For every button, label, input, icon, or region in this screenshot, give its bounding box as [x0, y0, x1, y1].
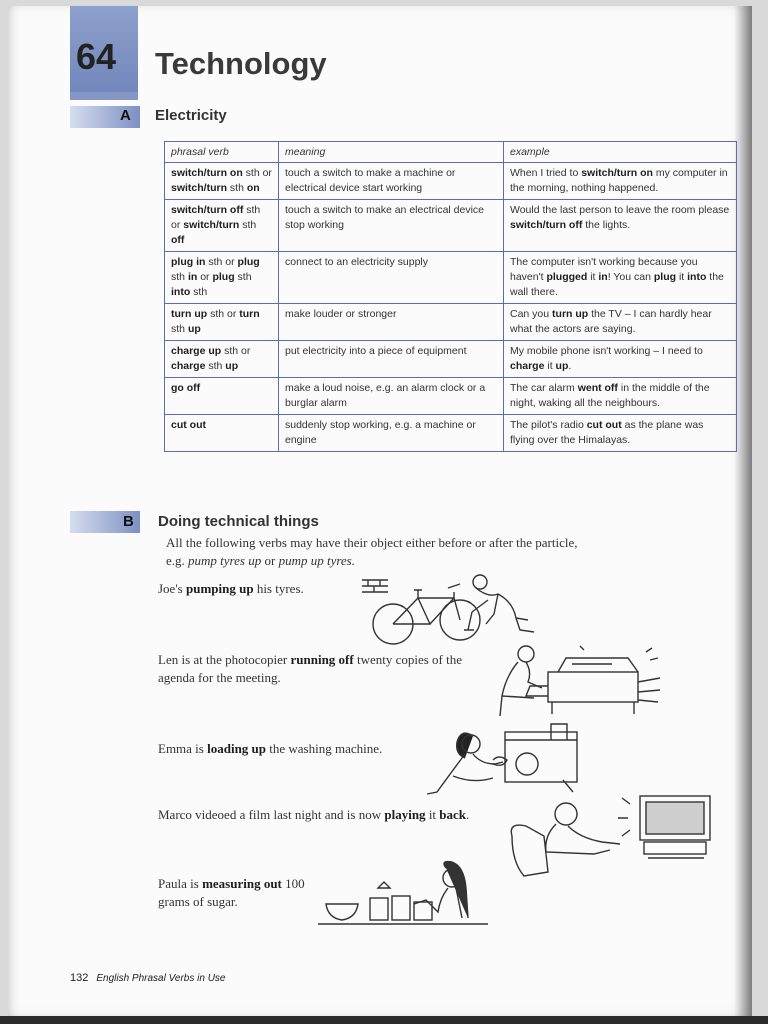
sentence-running-off	[158, 651, 488, 687]
sentence-4-bold-1: measuring out	[202, 876, 282, 891]
example-6-bold-1: cut out	[586, 419, 622, 431]
header-phrasal-verb: phrasal verb	[165, 142, 279, 163]
verb-2-text-9: sth	[190, 286, 208, 298]
example-2-bold-7: into	[687, 271, 707, 283]
verb-0-bold-4: on	[246, 182, 260, 194]
table-row	[165, 252, 737, 304]
intro-eg: e.g.	[166, 553, 189, 568]
photocopier-illustration	[488, 642, 668, 722]
washing-machine-illustration	[423, 720, 603, 802]
verb-4-text-3: sth	[205, 360, 226, 372]
section-b-letter: B	[123, 513, 134, 530]
example-2-text-6: it	[676, 271, 688, 283]
cell-phrasal-verb	[165, 252, 279, 304]
example-4-text-0: My mobile phone isn't working – I need to	[510, 345, 703, 357]
example-2-bold-3: in	[598, 271, 608, 283]
cell-meaning: touch a switch to make an electrical device stop working	[279, 200, 504, 252]
verb-3-bold-2: turn	[239, 308, 260, 320]
sentence-0-bold-1: pumping up	[185, 581, 254, 596]
unit-rule	[70, 92, 138, 100]
verb-1-text-3: sth	[239, 219, 257, 231]
header-example: example	[504, 142, 737, 163]
example-4-text-4: .	[568, 360, 572, 372]
section-a-letter: A	[120, 107, 131, 124]
intro-example-2: pump up tyres.	[278, 553, 355, 568]
sentence-0-text-0: Joe's	[158, 581, 186, 596]
cell-example	[504, 252, 737, 304]
table-header-row	[165, 142, 737, 163]
verb-3-text-1: sth or	[207, 308, 240, 320]
verb-3-bold-4: up	[187, 323, 201, 335]
page-number: 132	[70, 972, 89, 984]
example-0-text-0: When I tried to	[510, 167, 582, 179]
cell-meaning: touch a switch to make a machine or electrical device start working	[279, 163, 504, 200]
cell-example	[504, 415, 737, 452]
verb-4-bold-2: charge	[171, 360, 206, 372]
verb-2-text-7: sth	[234, 271, 252, 283]
cell-example	[504, 341, 737, 378]
verb-3-bold-0: turn up	[171, 308, 208, 320]
example-1-text-0: Would the last person to leave the room please	[510, 204, 730, 216]
example-1-bold-1: switch/turn off	[510, 219, 583, 231]
book-page	[8, 6, 752, 1016]
sentence-1-text-0: Len is at the photocopier	[158, 652, 291, 667]
sentence-pumping-up	[158, 580, 338, 598]
verb-1-bold-4: off	[171, 234, 185, 246]
sentence-2-text-2: the washing machine.	[266, 741, 383, 756]
page-footer	[70, 972, 226, 984]
example-0-text-2: my computer in the morning, nothing happened.	[510, 167, 728, 194]
cell-example	[504, 163, 737, 200]
example-0-bold-1: switch/turn on	[581, 167, 653, 179]
table-row	[165, 304, 737, 341]
sentence-3-text-0: Marco videoed a film last night and is now	[158, 807, 385, 822]
verb-3-text-3: sth	[171, 323, 188, 335]
cell-phrasal-verb	[165, 378, 279, 415]
example-6-text-0: The pilot's radio	[510, 419, 587, 431]
verb-1-bold-2: switch/turn	[183, 219, 240, 231]
sentence-4-text-0: Paula is	[158, 876, 203, 891]
verb-2-bold-4: in	[187, 271, 198, 283]
cell-example	[504, 200, 737, 252]
example-3-text-0: Can you	[510, 308, 553, 320]
example-4-text-2: it	[544, 360, 556, 372]
verb-0-bold-2: switch/turn	[171, 182, 228, 194]
book-title: English Phrasal Verbs in Use	[96, 973, 226, 984]
verb-6-bold-0: cut out	[171, 419, 206, 431]
cell-meaning: make a loud noise, e.g. an alarm clock or a burglar alarm	[279, 378, 504, 415]
example-3-text-2: the TV – I can hardly hear what the actors are saying.	[510, 308, 712, 335]
verb-2-text-1: sth or	[205, 256, 238, 268]
sentence-4-text-2: 100 grams of sugar.	[158, 876, 305, 909]
sentence-0-text-2: his tyres.	[253, 581, 304, 596]
table-row	[165, 200, 737, 252]
intro-line-1: All the following verbs may have their object either before or after the particle,	[166, 535, 578, 550]
example-2-text-2: it	[587, 271, 599, 283]
sentence-3-text-4: .	[466, 807, 470, 822]
cell-phrasal-verb	[165, 163, 279, 200]
section-a-title: Electricity	[155, 107, 227, 124]
verb-4-bold-4: up	[225, 360, 239, 372]
cell-meaning: put electricity into a piece of equipment	[279, 341, 504, 378]
verb-0-text-3: sth	[227, 182, 247, 194]
verb-0-bold-0: switch/turn on	[171, 167, 243, 179]
cell-phrasal-verb	[165, 415, 279, 452]
table-row	[165, 378, 737, 415]
cell-example	[504, 304, 737, 341]
sentence-loading-up	[158, 740, 458, 758]
sentence-measuring-out	[158, 875, 318, 911]
verb-2-bold-0: plug in	[171, 256, 206, 268]
table-row	[165, 341, 737, 378]
verb-4-text-1: sth or	[221, 345, 251, 357]
example-4-bold-3: up	[555, 360, 569, 372]
verb-2-text-5: or	[197, 271, 213, 283]
cell-meaning: suddenly stop working, e.g. a machine or engine	[279, 415, 504, 452]
example-1-text-2: the lights.	[582, 219, 631, 231]
verb-2-bold-6: plug	[212, 271, 235, 283]
sentence-1-text-2: twenty copies of the agenda for the meeting.	[158, 652, 463, 685]
header-meaning: meaning	[279, 142, 504, 163]
verb-1-text-1: sth or	[171, 204, 261, 231]
table-row	[165, 163, 737, 200]
sentence-2-text-0: Emma is	[158, 741, 208, 756]
cell-meaning: make louder or stronger	[279, 304, 504, 341]
example-6-text-2: as the plane was flying over the Himalayas.	[510, 419, 704, 446]
sentence-1-bold-1: running off	[290, 652, 354, 667]
sentence-2-bold-1: loading up	[207, 741, 267, 756]
section-b-title: Doing technical things	[158, 513, 319, 530]
example-2-text-8: the wall there.	[510, 271, 724, 298]
cell-meaning: connect to an electricity supply	[279, 252, 504, 304]
video-tv-illustration	[504, 792, 734, 882]
example-5-bold-1: went off	[577, 382, 618, 394]
verb-2-text-3: sth	[171, 271, 188, 283]
sentence-3-text-2: it	[425, 807, 440, 822]
verb-0-text-1: sth or	[242, 167, 272, 179]
cell-example	[504, 378, 737, 415]
bicycle-pump-illustration	[348, 558, 548, 648]
sentence-3-bold-3: back	[439, 807, 467, 822]
table-row	[165, 415, 737, 452]
example-5-text-2: in the middle of the night, waking all the neighbours.	[510, 382, 710, 409]
phrasal-verb-table	[164, 141, 737, 452]
sentence-3-bold-1: playing	[384, 807, 426, 822]
verb-4-bold-0: charge up	[171, 345, 222, 357]
page-bottom-edge	[0, 1016, 768, 1024]
example-2-bold-5: plug	[653, 271, 677, 283]
intro-or: or	[261, 553, 279, 568]
verb-5-bold-0: go off	[171, 382, 201, 394]
cell-phrasal-verb	[165, 200, 279, 252]
example-3-bold-1: turn up	[552, 308, 589, 320]
example-5-text-0: The car alarm	[510, 382, 578, 394]
cell-phrasal-verb	[165, 341, 279, 378]
verb-1-bold-0: switch/turn off	[171, 204, 244, 216]
example-2-text-4: ! You can	[607, 271, 654, 283]
unit-title: Technology	[155, 46, 327, 81]
verb-2-bold-8: into	[171, 286, 191, 298]
measuring-sugar-illustration	[318, 858, 518, 930]
intro-example-1: pump tyres up	[188, 553, 262, 568]
example-2-bold-1: plugged	[546, 271, 588, 283]
table-body	[165, 163, 737, 452]
example-4-bold-1: charge	[510, 360, 545, 372]
example-2-text-0: The computer isn't working because you haven't	[510, 256, 698, 283]
unit-number: 64	[76, 36, 117, 77]
cell-phrasal-verb	[165, 304, 279, 341]
verb-2-bold-2: plug	[237, 256, 260, 268]
